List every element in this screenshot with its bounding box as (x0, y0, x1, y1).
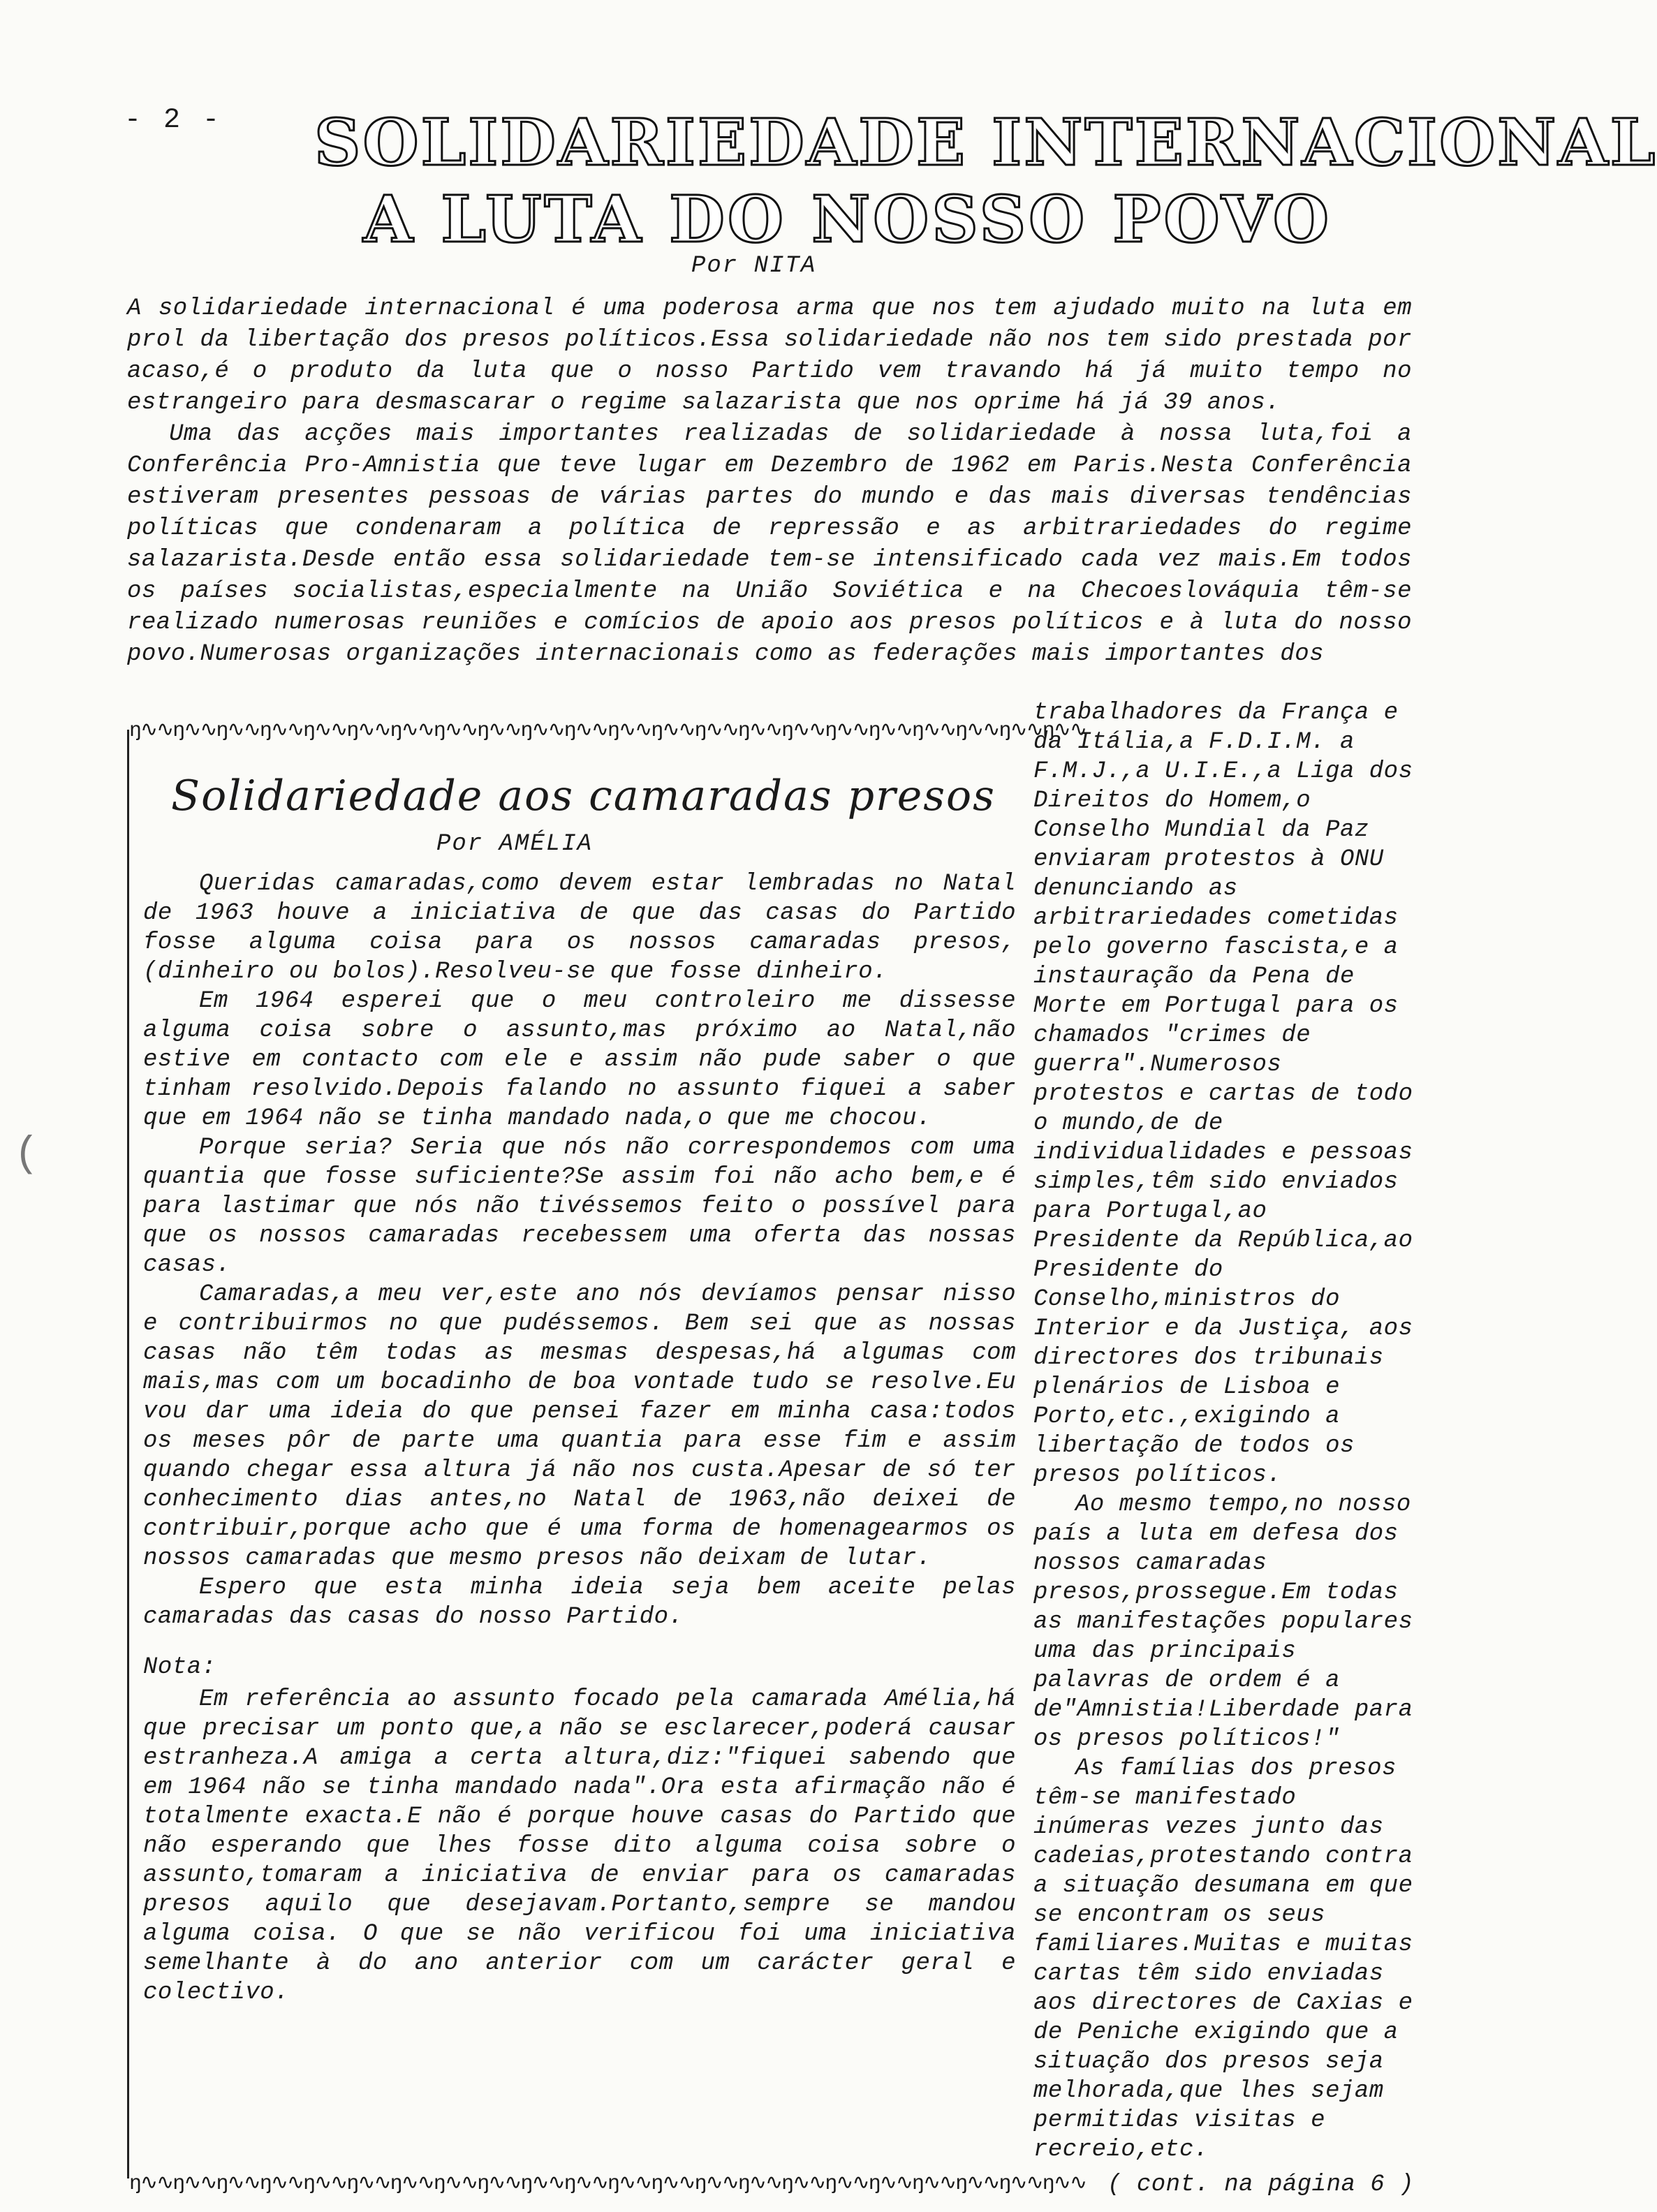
boxed-paragraph: Queridas camaradas,como devem estar lembradas no Natal de 1963 houve a iniciativa de que das casas do Partido fosse alguma coisa para os nossos camaradas presos,(dinheiro ou bolos).Resolveu-se que fosse dinheiro. (143, 871, 1016, 985)
note-label: Nota: (143, 1654, 216, 1681)
boxed-paragraph: Espero que esta minha ideia seja bem aceite pelas camaradas das casas do nosso Partido. (143, 1575, 1016, 1630)
intro-paragraph: Uma das acções mais importantes realizadas de solidariedade à nossa luta,foi a Conferência Pro-Amnistia que teve lugar em Dezembro de 1962 em Paris.Nesta Conferência estiveram presentes pessoas de várias partes do mundo e das mais diversas tendências políticas que condenaram a política de repressão e as arbitrariedades do regime salazarista.Desde então essa solidariedade tem-se intensificado cada vez mais.Em todos os países socialistas,especialmente na União Soviética e na Checoeslováquia têm-se realizado numerosas reuniões e comícios de apoio aos presos políticos e à luta do nosso povo.Numerosas organizações internacionais como as federações mais importantes dos (127, 421, 1412, 668)
boxed-article (127, 719, 1087, 2196)
wavy-border-top: ŋ∿∿ŋ∿∿ŋ∿∿ŋ∿∿ŋ∿∿ŋ∿∿ŋ∿∿ŋ∿∿ŋ∿∿ŋ∿∿ŋ∿∿ŋ∿∿ŋ∿∿ŋ∿∿ŋ∿∿ŋ∿∿ŋ∿∿ŋ∿∿ŋ∿∿ŋ∿∿ŋ∿∿ŋ∿∿ (129, 719, 1087, 743)
page-number: - 2 - (124, 105, 223, 136)
margin-bracket-mark: ( (14, 1131, 40, 1179)
wavy-border-bottom: ŋ∿∿ŋ∿∿ŋ∿∿ŋ∿∿ŋ∿∿ŋ∿∿ŋ∿∿ŋ∿∿ŋ∿∿ŋ∿∿ŋ∿∿ŋ∿∿ŋ∿∿ŋ∿∿ŋ∿∿ŋ∿∿ŋ∿∿ŋ∿∿ŋ∿∿ŋ∿∿ŋ∿∿ŋ∿∿ (129, 2172, 1087, 2196)
masthead-title: SOLIDARIEDADE INTERNACIONAL (314, 105, 1657, 180)
right-column (1033, 698, 1414, 2199)
continued-note: ( cont. na página 6 ) (1107, 2172, 1414, 2198)
boxed-paragraph: Porque seria? Seria que nós não correspondemos com uma quantia que fosse suficiente?Se assim foi não acho bem,e é para lastimar que nós não tivéssemos feito o possível para que os nossos camaradas recebessem uma oferta das nossas casas. (143, 1135, 1016, 1278)
right-column-paragraph: As famílias dos presos têm-se manifestado inúmeras vezes junto das cadeias,protestando contra a situação desumana em que se encontram os seus familiares.Muitas e muitas cartas têm sido enviadas aos directores de Caxias e de Peniche exigindo que a situação dos presos seja melhorada,que lhes sejam permitidas visitas e recreio,etc. (1033, 1755, 1413, 2163)
article-byline: Por NITA (691, 253, 817, 279)
boxed-article-title: Solidariedade aos camaradas presos (171, 772, 996, 820)
intro-text (127, 293, 1412, 670)
boxed-article-byline: Por AMÉLIA (436, 831, 594, 857)
boxed-paragraph: Em 1964 esperei que o meu controleiro me dissesse alguma coisa sobre o assunto,mas próximo ao Natal,não estive em contacto com ele e assim não pude saber o que tinham resolvido.Depois falando no assunto fiquei a saber que em 1964 não se tinha mandado nada,o que me chocou. (143, 988, 1016, 1132)
note-text: Em referência ao assunto focado pela camarada Amélia,há que precisar um ponto que,a não se esclarecer,poderá causar estranheza.A amiga a certa altura,diz:"fiquei sabendo que em 1964 não se tinha mandado nada".Ora esta afirmação não é totalmente exacta.E não é porque houve casas do Partido que não esperando que lhes fosse dito alguma coisa sobre o assunto,tomaram a iniciativa de enviar para os camaradas presos aquilo que desejavam.Portanto,sempre se mandou alguma coisa. O que se não verificou foi uma iniciativa semelhante à do ano anterior com um carácter geral e colectivo. (143, 1686, 1016, 2006)
boxed-paragraph: Camaradas,a meu ver,este ano nós devíamos pensar nisso e contribuirmos no que pudéssemos. Bem sei que as nossas casas não têm todas as mesmas despesas,há algumas com mais,mas com um bocadinho de boa vontade tudo se resolve.Eu vou dar uma ideia do que pensei fazer em minha casa:todos os meses pôr de parte uma quantia para esse fim e assim quando chegar essa altura já não nos custa.Apesar de só ter conhecimento dias antes,no Natal de 1963,não deixei de contribuir,porque acho que é uma forma de homenagearmos os nossos camaradas que mesmo presos não deixam de lutar. (143, 1281, 1016, 1572)
right-column-paragraph: Ao mesmo tempo,no nosso país a luta em defesa dos nossos camaradas presos,prossegue.Em todas as manifestações populares uma das principais palavras de ordem é a de"Amnistia!Liberdade para os presos políticos!" (1033, 1491, 1413, 1753)
intro-paragraph: A solidariedade internacional é uma poderosa arma que nos tem ajudado muito na luta em prol da libertação dos presos políticos.Essa solidariedade não nos tem sido prestada por acaso,é o produto da luta que o nosso Partido vem travando há já muito tempo no estrangeiro para desmascarar o regime salazarista que nos oprime há já 39 anos. (127, 295, 1412, 416)
boxed-article-body (143, 869, 1016, 2007)
right-column-paragraph: trabalhadores da França e da Itália,a F.D.I.M. a F.M.J.,a U.I.E.,a Liga dos Direitos do Homem,o Conselho Mundial da Paz enviaram protestos à ONU denunciando as arbitrariedades cometidas pelo governo fascista,e a instauração da Pena de Morte em Portugal para os chamados "crimes de guerra".Numerosos protestos e cartas de todo o mundo,de de individualidades e pessoas simples,têm sido enviados para Portugal,ao Presidente da República,ao Presidente do Conselho,ministros do Interior e da Justiça, aos directores dos tribunais plenários de Lisboa e Porto,etc.,exigindo a libertação de todos os presos políticos. (1033, 700, 1413, 1489)
masthead-subtitle: A LUTA DO NOSSO POVO (363, 182, 1332, 257)
